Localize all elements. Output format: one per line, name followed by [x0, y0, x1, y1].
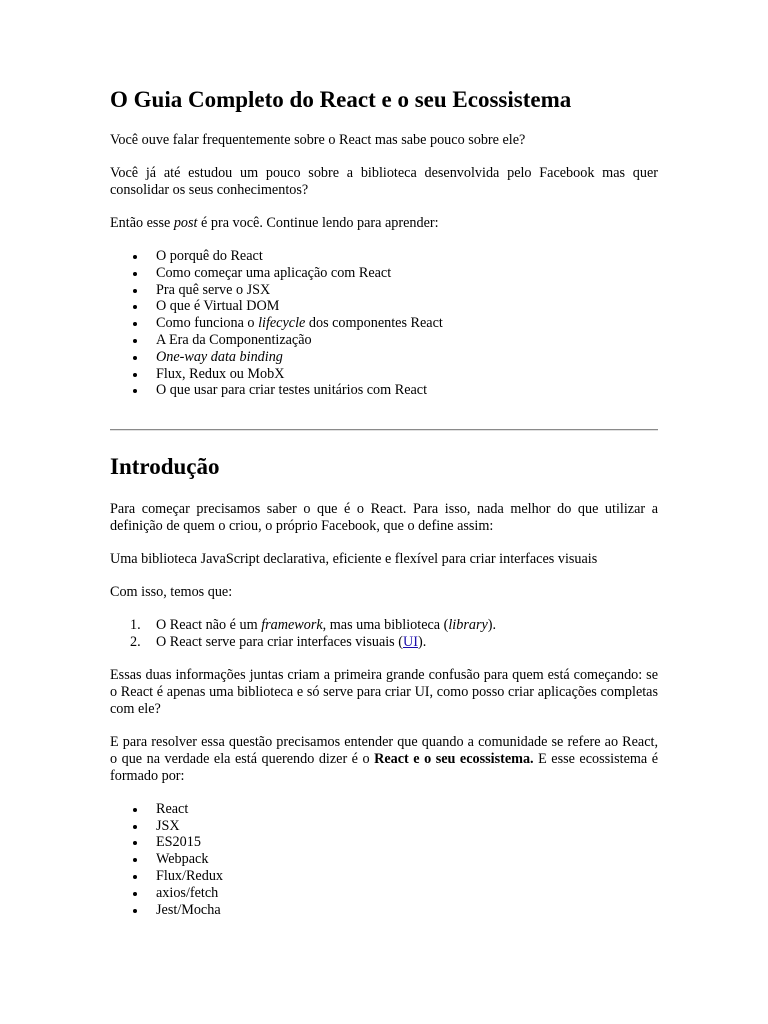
list-item-text-a: Como funciona o: [156, 315, 259, 332]
list-item: A Era da Componentização: [110, 332, 658, 349]
list-item: Flux, Redux ou MobX: [110, 366, 658, 383]
intro-paragraph-2: Você já até estudou um pouco sobre a biblioteca desenvolvida pelo Facebook mas quer consolidar os seus conhecimentos?: [110, 165, 658, 198]
intro-paragraph-3-text-a: Então esse: [110, 215, 174, 231]
ui-link[interactable]: UI: [402, 633, 418, 650]
list-item: axios/fetch: [110, 885, 658, 902]
list-item: [110, 349, 658, 366]
numbered-item-text-b: , mas uma biblioteca (: [322, 617, 449, 634]
section-paragraph-5-text-a: E para resolver essa questão precisamos entender que quando a comunidade se refere ao React, o que na verdade ela está querendo dizer é o: [110, 733, 658, 767]
list-item: Flux/Redux: [110, 868, 658, 885]
section-paragraph-5-text-b: E esse ecossistema é formado por:: [110, 750, 659, 784]
topics-list: [110, 248, 658, 399]
section-paragraph-5-bold: React e o seu ecossistema.: [374, 750, 534, 767]
numbered-item-italic: framework: [261, 617, 323, 634]
numbered-item-italic-2: library: [448, 617, 488, 634]
section-paragraph-5: [110, 734, 658, 785]
section-paragraph-1: Para começar precisamos saber o que é o React. Para isso, nada melhor do que utilizar a definição de quem o criou, o próprio Facebook, que o define assim:: [110, 501, 658, 535]
ecosystem-list: [110, 801, 658, 919]
list-item: React: [110, 801, 658, 818]
section-paragraph-4: Essas duas informações juntas criam a primeira grande confusão para quem está começando: se o React é apenas uma biblioteca e só serve para criar UI, como posso criar aplicações completas com ele?: [110, 666, 658, 717]
list-item-text-b: dos componentes React: [305, 315, 443, 332]
list-item: JSX: [110, 818, 658, 835]
list-item: Jest/Mocha: [110, 902, 658, 919]
list-item: O que usar para criar testes unitários com React: [110, 382, 658, 399]
numbered-item-text-b: ).: [417, 633, 427, 650]
page-title: O Guia Completo do React e o seu Ecossistema: [110, 87, 572, 112]
numbered-item-text-c: ).: [487, 617, 497, 634]
list-item: O que é Virtual DOM: [110, 298, 658, 315]
section-paragraph-3: Com isso, temos que:: [110, 584, 233, 601]
list-item: Como começar uma aplicação com React: [110, 265, 658, 282]
list-number: 1.: [130, 617, 141, 634]
numbered-list-item: [110, 617, 658, 634]
document-page: [110, 86, 658, 918]
intro-paragraph-1: Você ouve falar frequentemente sobre o React mas sabe pouco sobre ele?: [110, 132, 526, 148]
numbered-list: [110, 617, 658, 651]
list-item-italic: lifecycle: [258, 315, 306, 332]
list-number: 2.: [130, 633, 141, 650]
intro-paragraph-3-text-b: é pra você. Continue lendo para aprender:: [197, 215, 439, 231]
numbered-item-text-a: O React serve para criar interfaces visuais (: [156, 633, 403, 650]
section-heading: Introdução: [110, 454, 220, 480]
horizontal-divider: [110, 429, 658, 431]
list-item: Webpack: [110, 851, 658, 868]
intro-paragraph-3-italic: post: [173, 215, 198, 231]
numbered-list-item: [110, 634, 658, 651]
intro-paragraph-3: [110, 215, 658, 232]
numbered-item-text-a: O React não é um: [156, 617, 262, 634]
list-item: Pra quê serve o JSX: [110, 282, 658, 299]
list-item: O porquê do React: [110, 248, 658, 265]
list-item: [110, 315, 658, 332]
list-item-italic: One-way data binding: [156, 348, 283, 365]
definition-quote: Uma biblioteca JavaScript declarativa, eficiente e flexível para criar interfaces visuais: [110, 551, 598, 568]
list-item: ES2015: [110, 834, 658, 851]
